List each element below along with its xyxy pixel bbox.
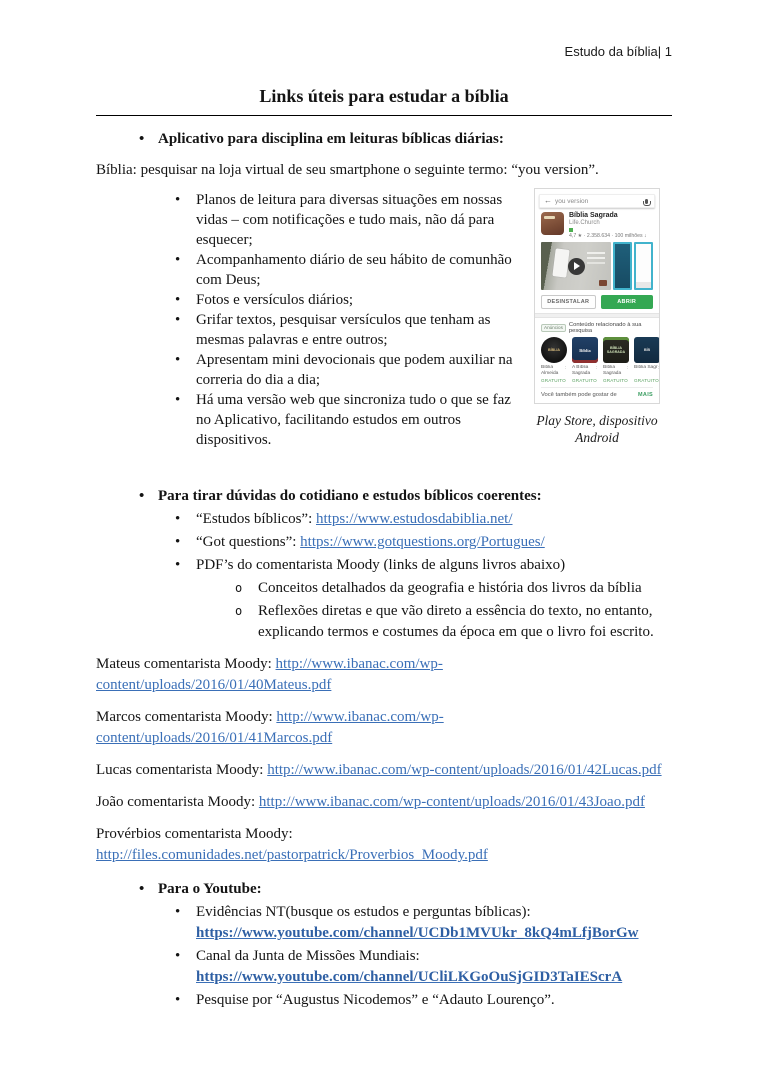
related-app [572, 337, 599, 383]
related-app-name: Bíblia Sagr ⋮ [634, 365, 659, 377]
link-label: Lucas comentarista Moody: [96, 762, 268, 778]
action-buttons-row [541, 295, 653, 309]
page-header: Estudo da bíblia| 1 [564, 44, 672, 59]
play-button-icon [568, 258, 585, 275]
related-app-name: Bíblia Almeida ⋮ [541, 365, 568, 377]
related-app-name: A Bíblia Sagrada ⋮ [572, 365, 599, 377]
video-thumbnail [541, 242, 611, 290]
link-label: Evidências NT(busque os estudos e perguntas bíblicas): [196, 904, 531, 920]
list-item: • Apresentam mini devocionais que podem auxiliar na correria do dia a dia; [96, 350, 522, 390]
app-developer: Life.Church [569, 220, 600, 226]
related-app-name: Bíblia Sagrada ⋮ [603, 365, 630, 377]
intro-paragraph: Bíblia: pesquisar na loja virtual de seu smartphone o seguinte termo: “you version”. [96, 162, 599, 178]
related-app-icon: BÍBLIA SAGRADA [603, 337, 629, 363]
section-heading-doubts: • Para tirar dúvidas do cotidiano e estudos bíblicos coerentes: [96, 486, 672, 507]
playstore-app-row [541, 212, 653, 239]
section-heading-youtube: • Para o Youtube: [96, 879, 672, 900]
related-apps-row [541, 337, 659, 383]
link-proverbios-pdf[interactable]: http://files.comunidades.net/pastorpatrick/Proverbios_Moody.pdf [96, 847, 488, 863]
list-item: o Reflexões diretas e que vão direto a essência do texto, no entanto, explicando termos e costumes da época em que o livro foi escrito. [96, 601, 672, 643]
list-item: • Acompanhamento diário de seu hábito de comunhão com Deus; [96, 250, 522, 290]
moody-link-paragraph [96, 792, 672, 813]
screenshot-thumbnail [613, 242, 632, 290]
list-item: • Grifar textos, pesquisar versículos que tenham as mesmas palavras e entre outros; [96, 310, 522, 350]
related-app [634, 337, 659, 383]
related-app [541, 337, 568, 383]
moody-link-paragraph [96, 824, 672, 866]
link-youtube-evidencias[interactable]: https://www.youtube.com/channel/UCDb1MVUkr_8kQ4mLfjBorGw [196, 925, 639, 941]
related-app-price: GRATUITO [634, 378, 659, 383]
playstore-search-query: you version [555, 197, 589, 205]
related-app [603, 337, 630, 383]
link-label: Canal da Junta de Missões Mundiais: [196, 948, 420, 964]
list-item: • PDF’s do comentarista Moody (links de alguns livros abaixo) [96, 555, 672, 576]
screenshot-thumbnail [634, 242, 653, 290]
related-app-price: GRATUITO [572, 378, 597, 383]
list-item: o Conceitos detalhados da geografia e história dos livros da bíblia [96, 578, 672, 599]
list-item: • Pesquise por “Augustus Nicodemos” e “Adauto Lourenço”. [96, 990, 672, 1011]
link-joao-pdf[interactable]: http://www.ibanac.com/wp-content/uploads/2016/01/43Joao.pdf [258, 794, 645, 810]
playstore-figure [522, 188, 672, 450]
family-badge-icon [569, 228, 573, 232]
related-app-price: GRATUITO [541, 378, 566, 383]
related-app-icon: Bíblia [572, 337, 598, 363]
back-arrow-icon [544, 197, 552, 205]
playstore-footer-row [541, 387, 653, 403]
playstore-search-bar [539, 194, 655, 208]
link-label: Provérbios comentarista Moody: [96, 826, 293, 842]
list-item [96, 902, 672, 944]
related-heading-row [541, 322, 653, 334]
doubts-list [96, 509, 672, 576]
section-app-row [96, 188, 672, 450]
list-item: • Há uma versão web que sincroniza tudo o que se faz no Aplicativo, facilitando estudos em outros dispositivos. [96, 390, 522, 450]
link-mateus-pdf[interactable]: http://www.ibanac.com/wp-content/uploads/2016/01/40Mateus.pdf [96, 656, 443, 693]
app-feature-list [96, 190, 522, 450]
link-label: “Estudos bíblicos”: [196, 511, 316, 527]
link-label: Marcos comentarista Moody: [96, 709, 277, 725]
section-divider [535, 313, 659, 318]
ads-badge: Anúncios [541, 324, 566, 332]
media-row [541, 242, 653, 290]
link-youtube-jmm[interactable]: https://www.youtube.com/channel/UCliLKGoOuSjGID3TaIEScrA [196, 969, 623, 985]
bible-app-icon [541, 212, 564, 235]
link-lucas-pdf[interactable]: http://www.ibanac.com/wp-content/uploads/2016/01/42Lucas.pdf [267, 762, 662, 778]
related-app-price: GRATUITO [603, 378, 628, 383]
page-title: Links úteis para estudar a bíblia [96, 84, 672, 116]
link-label: “Got questions”: [196, 534, 301, 550]
moody-link-paragraph [96, 760, 672, 781]
figure-caption: Play Store, dispositivo Android [536, 413, 658, 445]
link-label: João comentarista Moody: [96, 794, 259, 810]
moody-notes-list [96, 578, 672, 643]
related-app-icon: BÍBLIA [541, 337, 567, 363]
more-link: MAIS [638, 392, 653, 398]
list-item: • Planos de leitura para diversas situações em nossas vidas – com notificações e tudo mais, não dá para esquecer; [96, 190, 522, 250]
also-like-text: Você também pode gostar de [541, 392, 617, 398]
list-item: • Fotos e versículos diários; [96, 290, 522, 310]
moody-link-paragraph [96, 707, 672, 749]
section-heading-app: • Aplicativo para disciplina em leituras bíblicas diárias: [96, 129, 672, 150]
phone-image [552, 248, 569, 277]
related-app-icon: BÍB [634, 337, 659, 363]
banner-app-icon [599, 280, 607, 286]
youtube-list [96, 902, 672, 1011]
link-estudosdabiblia[interactable]: https://www.estudosdabiblia.net/ [316, 511, 513, 527]
app-name: Bíblia Sagrada [569, 212, 618, 219]
link-marcos-pdf[interactable]: http://www.ibanac.com/wp-content/uploads/2016/01/41Marcos.pdf [96, 709, 444, 746]
playstore-screenshot-image [534, 188, 660, 404]
list-item [96, 509, 672, 530]
link-label: Mateus comentarista Moody: [96, 656, 276, 672]
link-gotquestions[interactable]: https://www.gotquestions.org/Portugues/ [300, 534, 545, 550]
uninstall-button: DESINSTALAR [541, 295, 596, 309]
moody-link-paragraph [96, 654, 672, 696]
related-heading: Conteúdo relacionado à sua pesquisa [568, 322, 642, 334]
banner-text-lines [587, 252, 605, 254]
list-item [96, 946, 672, 988]
mic-icon [645, 199, 648, 204]
open-button: ABRIR [601, 295, 654, 309]
list-item [96, 532, 672, 553]
app-rating: 4,7 ★ · 2.358.634 · 100 milhões ↓ [569, 233, 647, 239]
app-meta [569, 212, 653, 239]
